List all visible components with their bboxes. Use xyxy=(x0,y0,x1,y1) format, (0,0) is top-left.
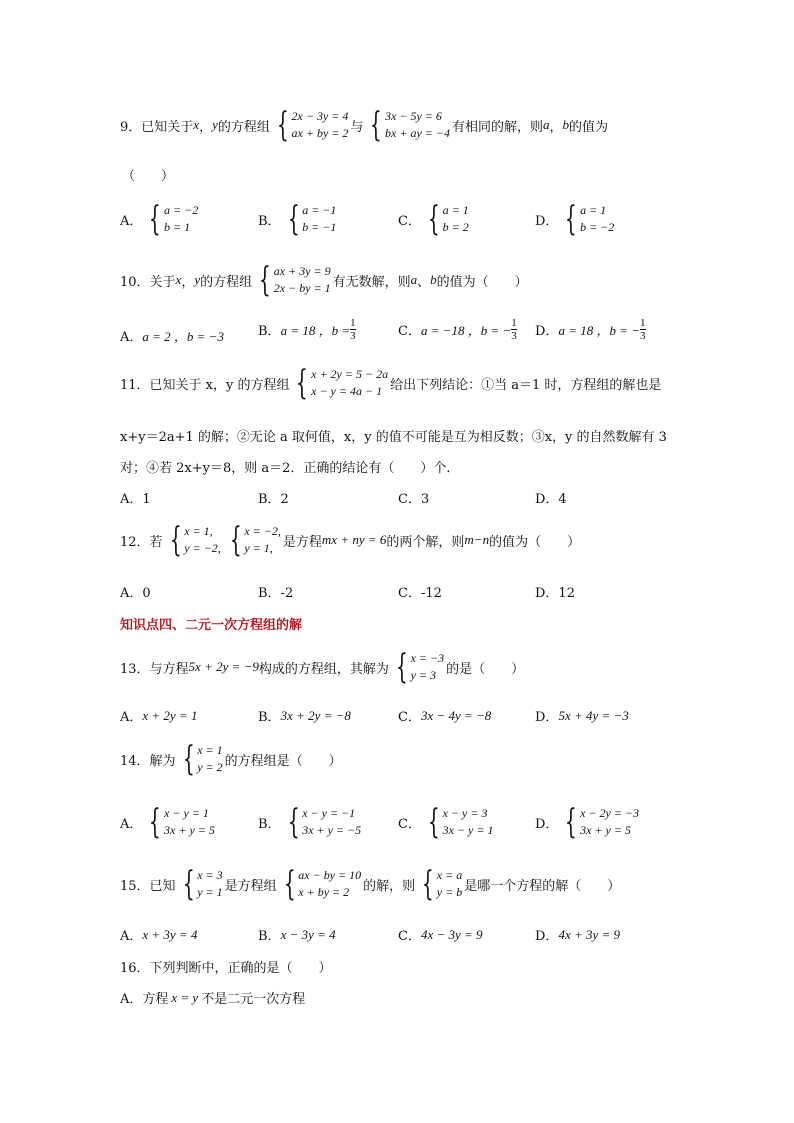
option-b[interactable]: B． 3x + 2y = −8 xyxy=(258,707,351,725)
brace-icon: { xyxy=(287,802,300,842)
option-c[interactable]: C． a = −18 ，b = − $\frac{1}{3}$ xyxy=(398,317,517,342)
equation-system: { x = 1, y = −2, xyxy=(169,520,221,560)
option-a[interactable]: A． { x − y = 1 3x + y = 5 xyxy=(120,802,215,842)
question-13-stem: 13．与方程 5x + 2y = −9 构成的方程组，其解为 { x = −3 y = 3 的是（ ） xyxy=(120,647,525,687)
brace-icon: { xyxy=(259,260,271,300)
fraction: $\frac{1}{3}$ xyxy=(640,317,646,342)
option-c[interactable]: C．3 xyxy=(398,492,430,507)
option-c[interactable]: C．-12 xyxy=(398,586,442,601)
brace-icon: { xyxy=(395,647,408,687)
brace-icon: { xyxy=(427,802,440,842)
option-c[interactable]: C． { x − y = 3 3x − y = 1 xyxy=(398,802,494,842)
option-d[interactable]: D．4 xyxy=(535,492,567,507)
brace-icon: { xyxy=(182,864,195,904)
question-11-stem: 11．已知关于 x，y 的方程组 { x + 2y = 5 − 2a x − y = 4a − 1 给出下列结论：①当 a＝1 时，方程组的解也是 xyxy=(120,363,662,403)
option-b[interactable]: B．2 xyxy=(258,492,289,507)
question-15-stem: 15．已知 { x = 3 y = 1 是方程组 { ax − by = 10 x + by = 2 的解，则 { x = a y = b 是哪一个方程的解（ ） xyxy=(120,864,621,904)
brace-icon: { xyxy=(296,363,309,403)
question-12-stem: 12．若 { x = 1, y = −2, { x = −2, y = 1, 是方程 mx + ny = 6 的两个解，则 m−n 的值为（ ） xyxy=(120,520,581,560)
option-a[interactable]: A． { a = −2 b = 1 xyxy=(120,199,199,239)
question-14-stem: 14．解为 { x = 1 y = 2 的方程组是（ ） xyxy=(120,739,342,779)
equation-system: { 2x − 3y = 4 ax + by = 2 xyxy=(276,105,349,145)
brace-icon: { xyxy=(422,864,434,904)
brace-icon: { xyxy=(149,199,162,239)
option-b[interactable]: B．-2 xyxy=(258,586,294,601)
brace-icon: { xyxy=(182,739,195,779)
brace-icon: { xyxy=(370,105,383,145)
equation-system: { x = a y = b xyxy=(422,864,463,904)
option-a[interactable]: A． x + 2y = 1 xyxy=(120,707,198,725)
option-a[interactable]: A． a = 2 ，b = −3 xyxy=(120,329,224,345)
equation-system: { x = 1 y = 2 xyxy=(182,739,223,779)
equation-system: { x = −3 y = 3 xyxy=(395,647,445,687)
equation-system: { x + 2y = 5 − 2a x − y = 4a − 1 xyxy=(296,363,389,403)
equation-system: { x = −2, y = 1, xyxy=(229,520,281,560)
option-c[interactable]: C． { a = 1 b = 2 xyxy=(398,199,469,239)
option-a[interactable]: A． x + 3y = 4 xyxy=(120,926,198,944)
equation-system: { ax + 3y = 9 2x − by = 1 xyxy=(259,260,331,300)
question-10-stem: 10．关于 x ， y 的方程组 { ax + 3y = 9 2x − by = 1 有无数解，则 a 、 b 的值为（ ） xyxy=(120,260,528,300)
option-d[interactable]: D．12 xyxy=(535,586,575,601)
option-c[interactable]: C． 4x − 3y = 9 xyxy=(398,926,483,944)
question-11-line-3: 对；④若 2x+y＝8，则 a＝2．正确的结论有（ ）个． xyxy=(120,461,460,476)
option-c[interactable]: C． 3x − 4y = −8 xyxy=(398,707,492,725)
question-9-stem: 9．已知关于 x ， y 的方程组 { 2x − 3y = 4 ax + by = 2 与 { 3x − 5y = 6 bx + ay = −4 有相同的解，则 a ， b 的值为 xyxy=(120,105,609,145)
option-d[interactable]: D． 5x + 4y = −3 xyxy=(535,707,629,725)
fraction: $\frac{1}{3}$ xyxy=(350,317,356,342)
option-a[interactable]: A．0 xyxy=(120,586,151,601)
brace-icon: { xyxy=(276,105,289,145)
brace-icon: { xyxy=(229,520,242,560)
answer-blank: （ ） xyxy=(122,169,175,184)
equation-system: { x = 3 y = 1 xyxy=(182,864,223,904)
option-b[interactable]: B． { x − y = −1 3x + y = −5 xyxy=(258,802,362,842)
question-16-stem: 16．下列判断中，正确的是（ ） xyxy=(120,961,332,976)
equation-system: { 3x − 5y = 6 bx + ay = −4 xyxy=(370,105,450,145)
section-heading: 知识点四、二元一次方程组的解 xyxy=(120,618,303,633)
brace-icon: { xyxy=(169,520,182,560)
option-b[interactable]: B． a = 18 ，b = $\frac{1}{3}$ xyxy=(258,317,356,342)
option-a[interactable]: A．方程 x = y 不是二元一次方程 xyxy=(120,989,306,1007)
option-a[interactable]: A．1 xyxy=(120,492,151,507)
option-b[interactable]: B． { a = −1 b = −1 xyxy=(258,199,337,239)
equation-system: { ax − by = 10 x + by = 2 xyxy=(283,864,362,904)
option-d[interactable]: D． { x − 2y = −3 3x + y = 5 xyxy=(535,802,640,842)
brace-icon: { xyxy=(149,802,162,842)
option-b[interactable]: B． x − 3y = 4 xyxy=(258,926,336,944)
option-d[interactable]: D． 4x + 3y = 9 xyxy=(535,926,621,944)
question-11-line-2: x+y＝2a+1 的解；②无论 a 取何值，x，y 的值不可能是互为相反数；③x，y 的自然数解有 3 xyxy=(120,430,667,445)
brace-icon: { xyxy=(287,199,300,239)
option-d[interactable]: D． { a = 1 b = −2 xyxy=(535,199,615,239)
brace-icon: { xyxy=(427,199,440,239)
brace-icon: { xyxy=(565,802,578,842)
brace-icon: { xyxy=(565,199,578,239)
fraction: $\frac{1}{3}$ xyxy=(511,317,517,342)
option-d[interactable]: D． a = 18 ，b = − $\frac{1}{3}$ xyxy=(535,317,646,342)
brace-icon: { xyxy=(283,864,296,904)
